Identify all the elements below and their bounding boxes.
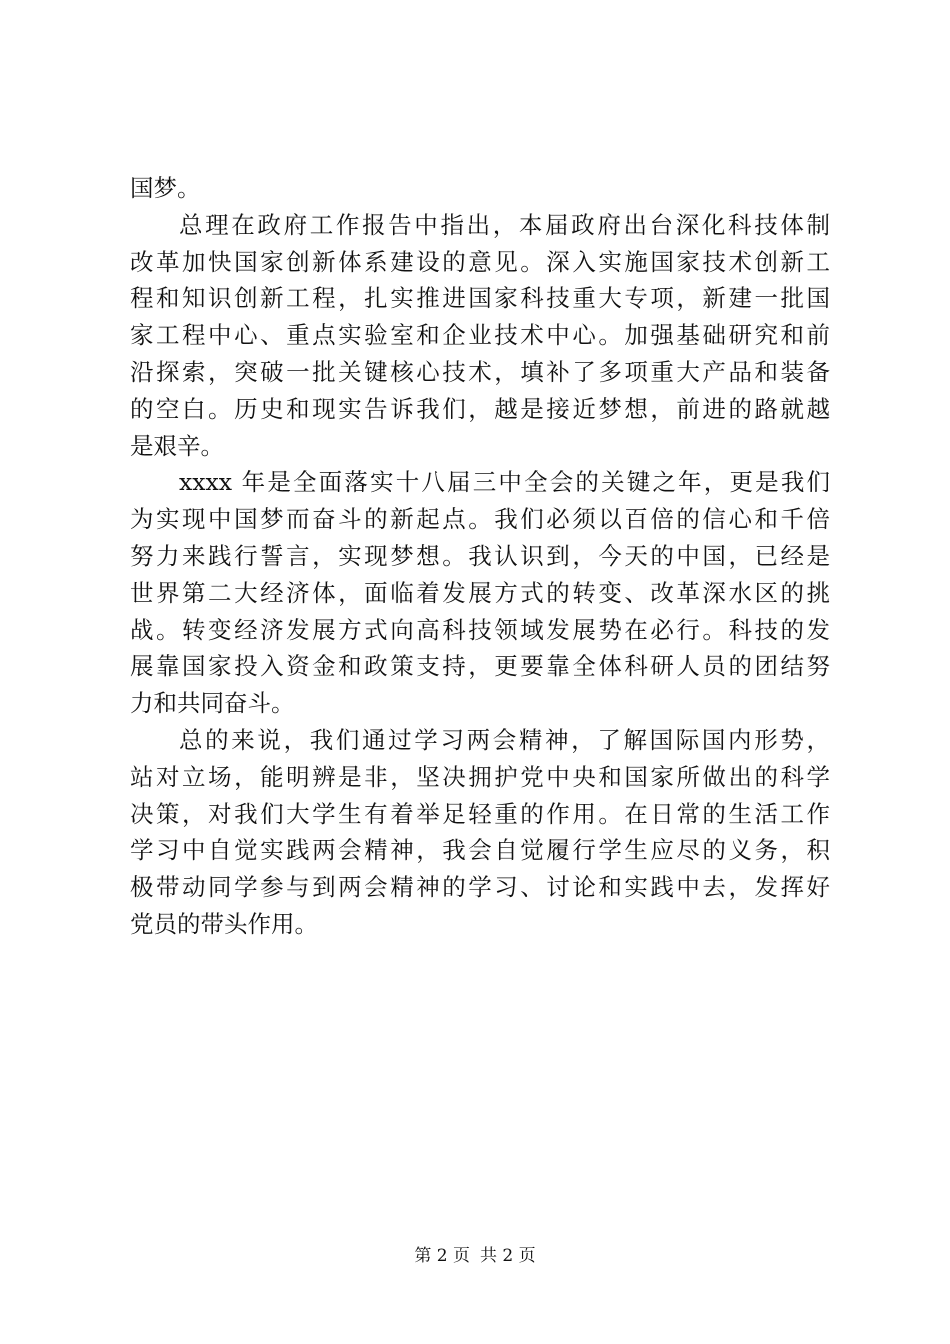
text-line: 世界第二大经济体，面临着发展方式的转变、改革深水区的挑 <box>130 578 830 607</box>
text-line: 是艰辛。 <box>130 431 224 460</box>
text-line: 决策，对我们大学生有着举足轻重的作用。在日常的生活工作 <box>130 799 830 828</box>
text-line: 的空白。历史和现实告诉我们，越是接近梦想，前进的路就越 <box>130 394 830 423</box>
text-line: 极带动同学参与到两会精神的学习、讨论和实践中去，发挥好 <box>130 873 830 902</box>
text-line: 战。转变经济发展方式向高科技领域发展势在必行。科技的发 <box>130 615 830 644</box>
text-line: 改革加快国家创新体系建设的意见。深入实施国家技术创新工 <box>130 247 830 276</box>
text-line: 国梦。 <box>130 174 201 202</box>
text-line: 力和共同奋斗。 <box>130 689 295 718</box>
page-total: 共 2 页 <box>480 1246 536 1266</box>
text-line: 努力来践行誓言，实现梦想。我认识到，今天的中国，已经是 <box>130 541 830 570</box>
text-line: 学习中自觉实践两会精神，我会自觉履行学生应尽的义务，积 <box>130 836 830 865</box>
text-line: 程和知识创新工程，扎实推进国家科技重大专项，新建一批国 <box>130 284 830 313</box>
text-line: 沿探索，突破一批关键核心技术，填补了多项重大产品和装备 <box>130 357 830 386</box>
paragraph-start-line: 总理在政府工作报告中指出，本届政府出台深化科技体制 <box>179 210 830 239</box>
page-footer <box>0 1245 950 1267</box>
document-body <box>130 170 830 943</box>
paragraph-start-line: xxxx 年是全面落实十八届三中全会的关键之年，更是我们 <box>179 468 830 497</box>
text-line: 为实现中国梦而奋斗的新起点。我们必须以百倍的信心和千倍 <box>130 505 830 534</box>
text-line: 家工程中心、重点实验室和企业技术中心。加强基础研究和前 <box>130 321 830 350</box>
page-number: 第 2 页 <box>414 1246 470 1266</box>
paragraph-start-line: 总的来说，我们通过学习两会精神，了解国际国内形势， <box>179 725 830 754</box>
text-line: 展靠国家投入资金和政策支持，更要靠全体科研人员的团结努 <box>130 652 830 681</box>
text-line: 党员的带头作用。 <box>130 909 318 938</box>
text-line: 站对立场，能明辨是非，坚决拥护党中央和国家所做出的科学 <box>130 762 830 791</box>
